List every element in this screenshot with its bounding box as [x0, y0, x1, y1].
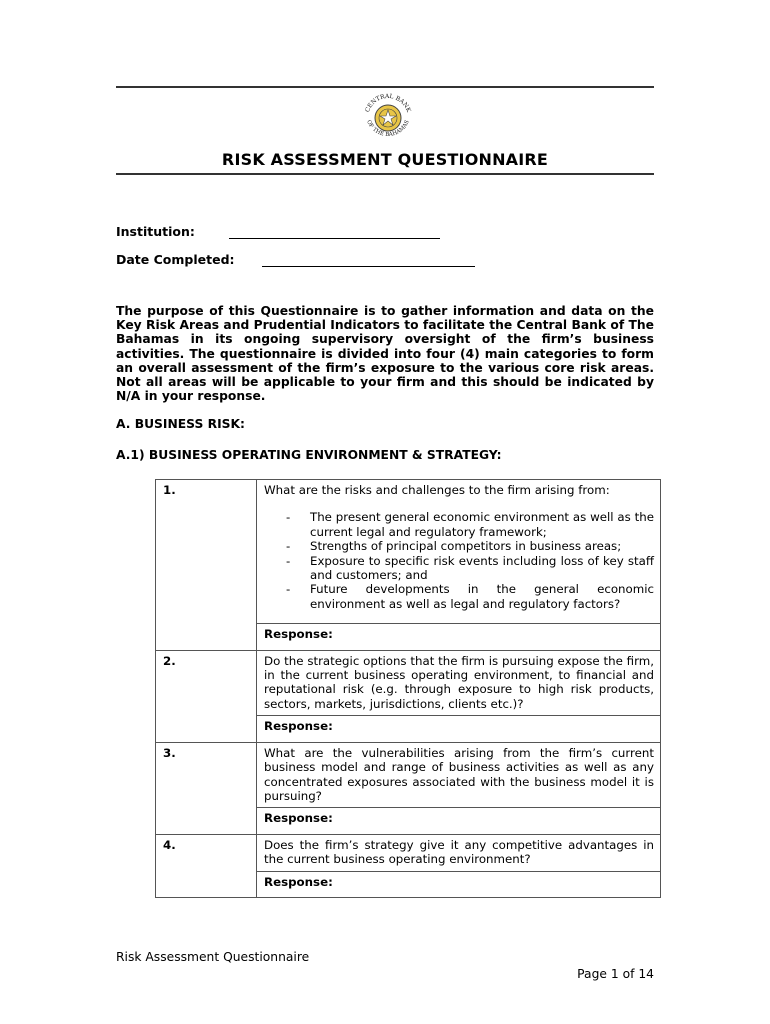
question-bullet-list — [264, 510, 654, 611]
institution-label: Institution: — [116, 224, 195, 239]
institution-field — [116, 224, 195, 239]
title-rule — [116, 173, 654, 175]
question-number: 1. — [156, 480, 257, 651]
response-cell[interactable]: Response: — [257, 871, 661, 897]
date-completed-blank-line[interactable] — [262, 252, 475, 267]
top-rule — [116, 86, 654, 88]
institution-blank-line[interactable] — [229, 224, 440, 239]
question-text: What are the vulnerabilities arising from the firm’s current business model and range of business activities as well as any concentrated exposures associated with the business model it is pursuing? — [257, 742, 661, 808]
list-item: - Future developments in the general economic environment as well as legal and regulatory factors? — [264, 582, 654, 611]
list-item: - Strengths of principal competitors in business areas; — [264, 539, 654, 553]
date-completed-field — [116, 252, 235, 267]
response-cell[interactable]: Response: — [257, 624, 661, 650]
question-row — [156, 480, 661, 624]
response-cell[interactable]: Response: — [257, 808, 661, 834]
question-number: 2. — [156, 650, 257, 742]
question-text-cell — [257, 480, 661, 624]
footer-page-number: Page 1 of 14 — [577, 967, 654, 981]
question-row — [156, 650, 661, 716]
subsection-heading: A.1) BUSINESS OPERATING ENVIRONMENT & STRATEGY: — [116, 448, 502, 462]
question-row — [156, 834, 661, 871]
question-text: Does the firm’s strategy give it any competitive advantages in the current business operating environment? — [257, 834, 661, 871]
response-cell[interactable]: Response: — [257, 716, 661, 742]
purpose-paragraph: The purpose of this Questionnaire is to gather information and data on the Key Risk Areas and Prudential Indicators to facilitate the Central Bank of The Bahamas in its ongoing supervisory oversight of the firm’s business activities. The questionnaire is divided into four (4) main categories to form an overall assessment of the firm’s exposure to the various core risk areas. Not all areas will be applicable to your firm and this should be indicated by N/A in your response. — [116, 304, 654, 404]
central-bank-seal-logo — [358, 90, 418, 142]
list-item: - Exposure to specific risk events including loss of key staff and customers; and — [264, 554, 654, 583]
section-heading: A. BUSINESS RISK: — [116, 417, 245, 431]
question-text: What are the risks and challenges to the firm arising from: — [264, 483, 610, 497]
date-completed-label: Date Completed: — [116, 252, 235, 267]
questions-table — [155, 479, 661, 898]
footer-document-title: Risk Assessment Questionnaire — [116, 950, 310, 964]
svg-text:OF THE BAHAMAS: OF THE BAHAMAS — [365, 119, 411, 139]
svg-text:CENTRAL BANK: CENTRAL BANK — [363, 92, 413, 114]
question-number: 4. — [156, 834, 257, 897]
page-title: RISK ASSESSMENT QUESTIONNAIRE — [221, 150, 549, 169]
list-item: - The present general economic environment as well as the current legal and regulatory framework; — [264, 510, 654, 539]
question-text: Do the strategic options that the firm is pursuing expose the firm, in the current business operating environment, to financial and reputational risk (e.g. through exposure to high risk products, sectors, markets, jurisdictions, clients etc.)? — [257, 650, 661, 716]
question-row — [156, 742, 661, 808]
question-number: 3. — [156, 742, 257, 834]
